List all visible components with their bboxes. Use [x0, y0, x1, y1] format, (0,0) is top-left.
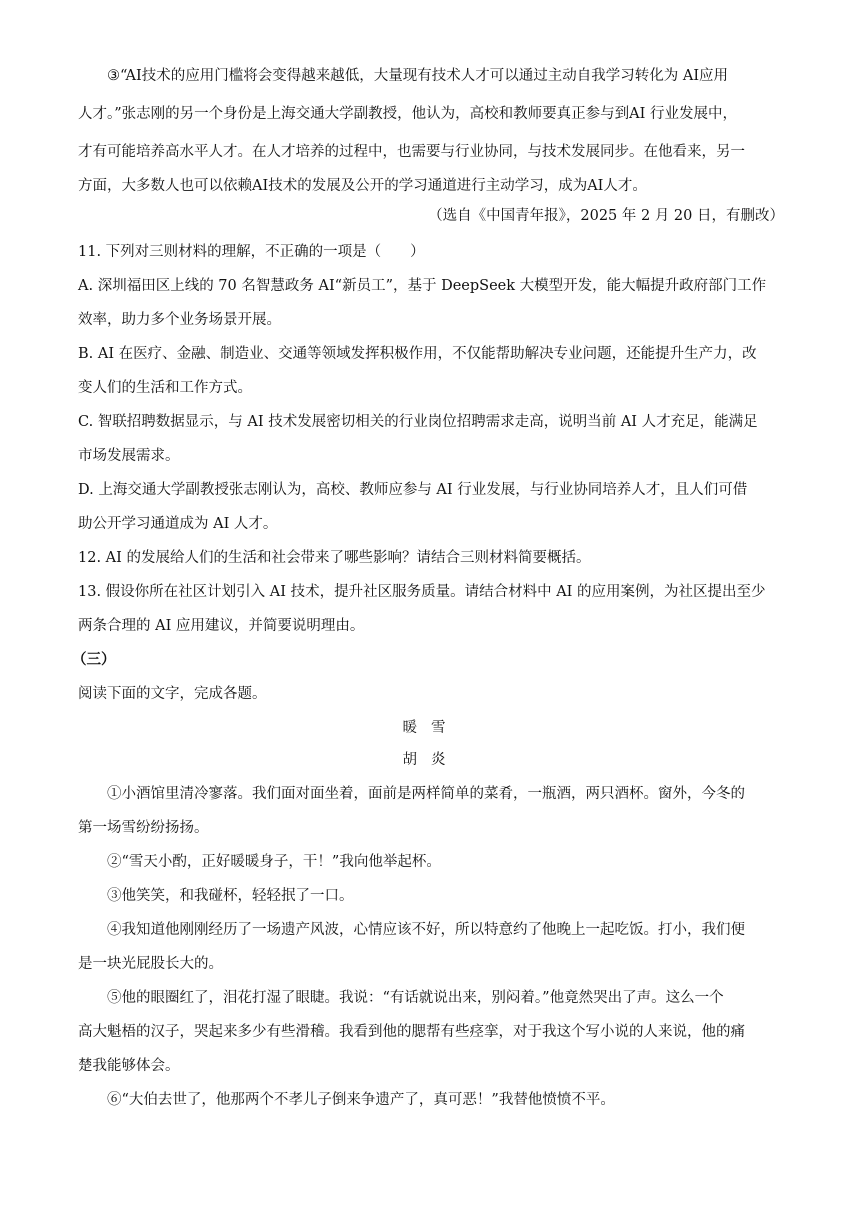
- material3-paragraph-line-3: 才有可能培养高水平人才。在人才培养的过程中，也需要与行业协同，与技术发展同步。在他看来，另一: [78, 144, 745, 160]
- story-paragraph-5-line-1: ⑤他的眼圈红了，泪花打湿了眼睫。我说：“有话就说出来，别闷着。”他竟然哭出了声。这么一个: [107, 990, 724, 1006]
- question-11-option-b-line-2: 变人们的生活和工作方式。: [78, 380, 252, 396]
- question-13-line-1: 13. 假设你所在社区计划引入 AI 技术，提升社区服务质量。请结合材料中 AI 的应用案例，为社区提出至少: [78, 584, 766, 600]
- material3-paragraph-line-1: ③“AI技术的应用门槛将会变得越来越低，大量现有技术人才可以通过主动自我学习转化为 AI应用: [107, 68, 729, 84]
- story-paragraph-1-line-2: 第一场雪纷纷扬扬。: [78, 820, 209, 836]
- story-title: 暖雪: [402, 720, 460, 736]
- story-paragraph-6: ⑥“大伯去世了，他那两个不孝儿子倒来争遗产了，真可恶！”我替他愤愤不平。: [107, 1092, 615, 1108]
- story-paragraph-4-line-2: 是一块光屁股长大的。: [78, 956, 223, 972]
- source-citation: （选自《中国青年报》，2025 年 2 月 20 日，有删改）: [428, 208, 784, 224]
- section-instruction: 阅读下面的文字，完成各题。: [78, 686, 267, 702]
- question-13-line-2: 两条合理的 AI 应用建议，并简要说明理由。: [78, 618, 365, 634]
- question-11-option-a-line-2: 效率，助力多个业务场景开展。: [78, 312, 281, 328]
- question-11-option-c-line-1: C. 智联招聘数据显示，与 AI 技术发展密切相关的行业岗位招聘需求走高，说明当前 AI 人才充足，能满足: [78, 414, 758, 430]
- material3-paragraph-line-2: 人才。”张志刚的另一个身份是上海交通大学副教授，他认为，高校和教师要真正参与到AI 行业发展中，: [78, 106, 737, 122]
- story-paragraph-2: ②“雪天小酌，正好暖暖身子，干！”我向他举起杯。: [107, 854, 441, 870]
- story-paragraph-4-line-1: ④我知道他刚刚经历了一场遗产风波，心情应该不好，所以特意约了他晚上一起吃饭。打小，我们便: [107, 922, 745, 938]
- question-11-option-b-line-1: B. AI 在医疗、金融、制造业、交通等领域发挥积极作用，不仅能帮助解决专业问题，还能提升生产力，改: [78, 346, 757, 362]
- question-11-option-d-line-2: 助公开学习通道成为 AI 人才。: [78, 516, 278, 532]
- story-paragraph-1-line-1: ①小酒馆里清冷寥落。我们面对面坐着，面前是两样简单的菜肴，一瓶酒，两只酒杯。窗外，今冬的: [107, 786, 745, 802]
- story-paragraph-5-line-3: 楚我能够体会。: [78, 1058, 180, 1074]
- question-11-option-a-line-1: A. 深圳福田区上线的 70 名智慧政务 AI“新员工”，基于 DeepSeek 大模型开发，能大幅提升政府部门工作: [78, 278, 767, 294]
- question-12: 12. AI 的发展给人们的生活和社会带来了哪些影响？请结合三则材料简要概括。: [78, 550, 591, 566]
- section-heading: （三）: [72, 651, 116, 668]
- story-author: 胡炎: [402, 752, 460, 768]
- question-11-option-c-line-2: 市场发展需求。: [78, 448, 180, 464]
- material3-paragraph-line-4: 方面，大多数人也可以依赖AI技术的发展及公开的学习通道进行主动学习，成为AI人才。: [78, 178, 647, 194]
- question-11-stem: 11. 下列对三则材料的理解，不正确的一项是（ ）: [78, 244, 425, 260]
- story-paragraph-3: ③他笑笑，和我碰杯，轻轻抿了一口。: [107, 888, 354, 904]
- question-11-option-d-line-1: D. 上海交通大学副教授张志刚认为，高校、教师应参与 AI 行业发展，与行业协同培养人才，且人们可借: [78, 482, 748, 498]
- story-paragraph-5-line-2: 高大魁梧的汉子，哭起来多少有些滑稽。我看到他的腮帮有些痉挛，对于我这个写小说的人来说，他的痛: [78, 1024, 745, 1040]
